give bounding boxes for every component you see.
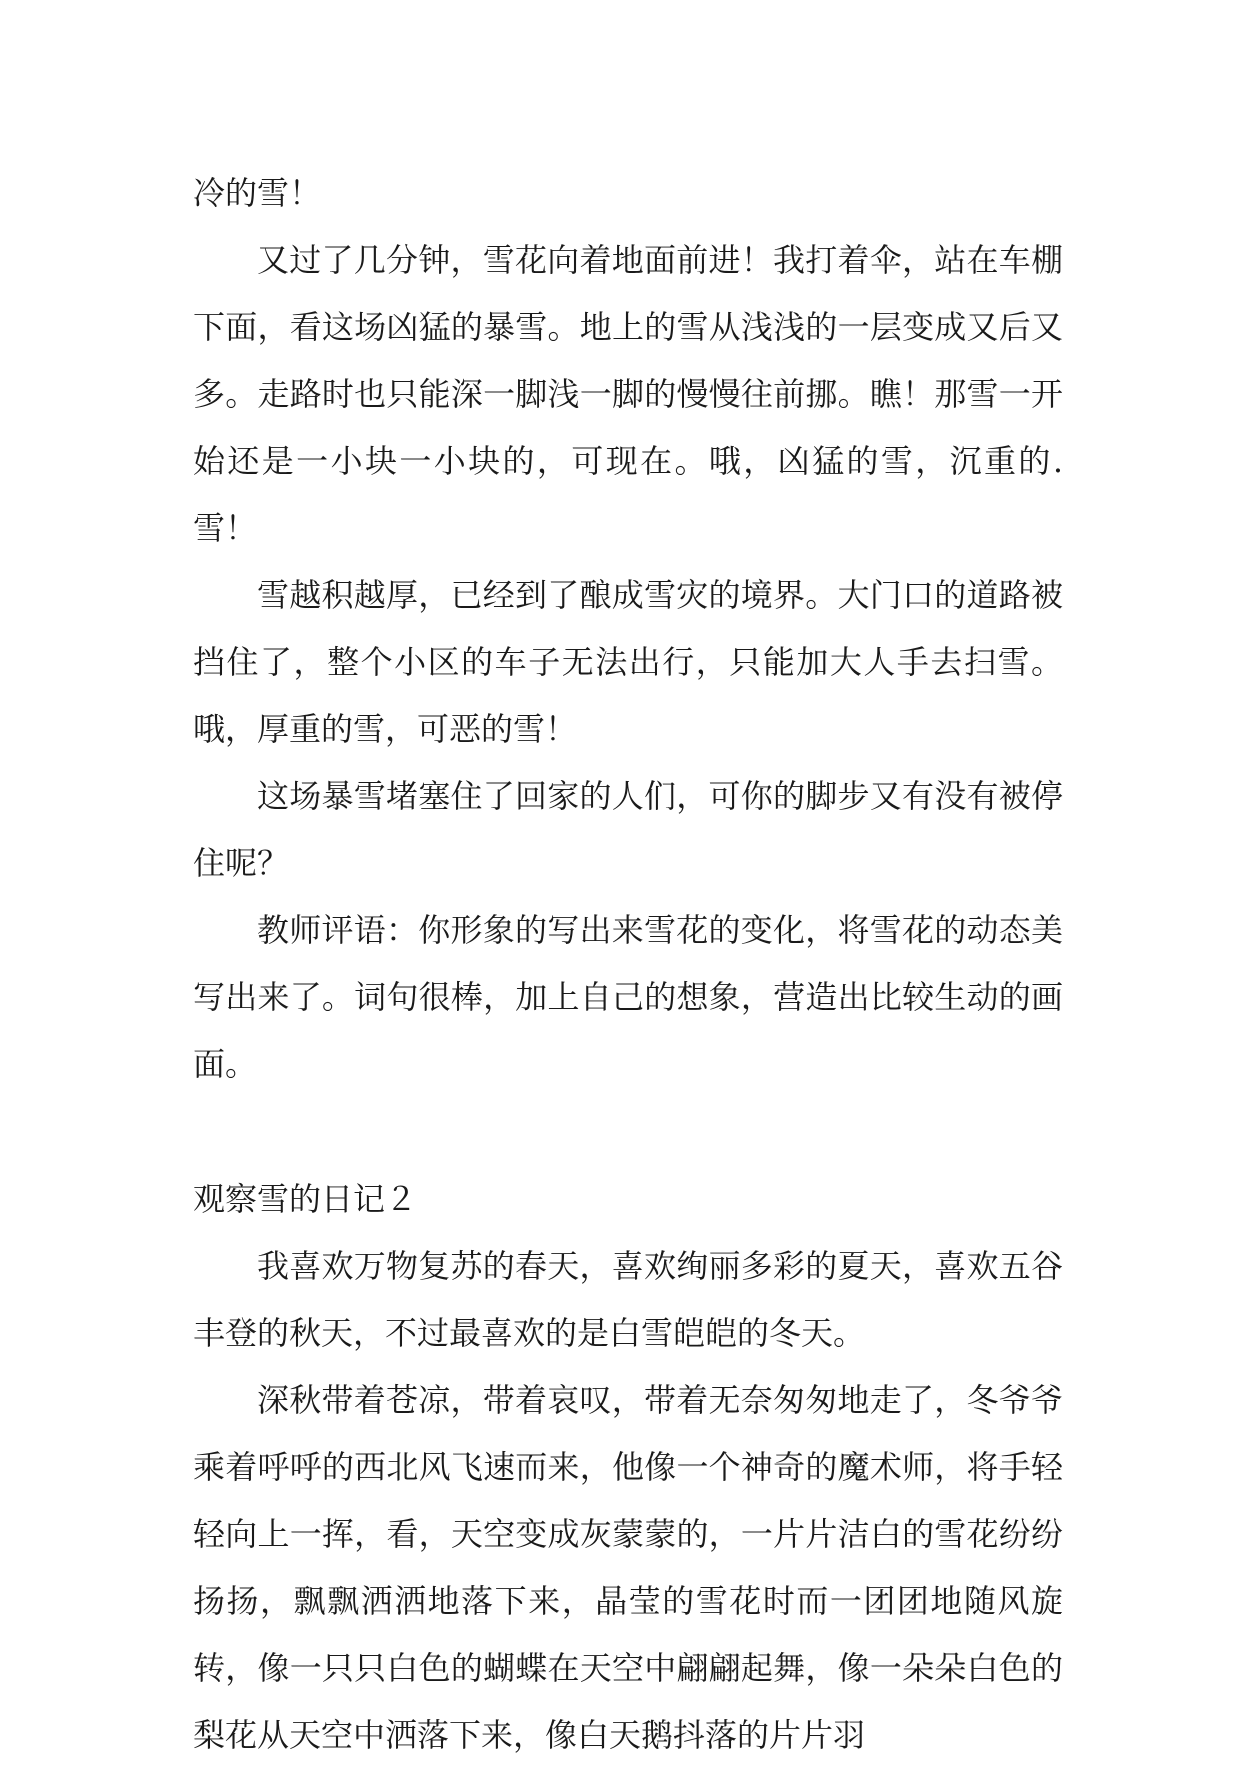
- section-title: 观察雪的日记２: [193, 1180, 418, 1218]
- paragraph: 深秋带着苍凉，带着哀叹，带着无奈匆匆地走了，冬爷爷乘着呼呼的西北风飞速而来，他像一个神奇的魔术师，将手轻轻向上一挥，看，天空变成灰蒙蒙的，一片片洁白的雪花纷纷扬扬，飘飘洒洒地落下来，晶莹的雪花时而一团团地随风旋转，像一只只白色的蝴蝶在天空中翩翩起舞，像一朵朵白色的梨花从天空中洒落下来，像白天鹅抖落的片片羽: [193, 1381, 1063, 1754]
- paragraph: 我喜欢万物复苏的春天，喜欢绚丽多彩的夏天，喜欢五谷丰登的秋天，不过最喜欢的是白雪皑皑的冬天。: [193, 1247, 1063, 1352]
- document-body: [193, 160, 1063, 1769]
- teacher-comment-paragraph: 教师评语：你形象的写出来雪花的变化，将雪花的动态美写出来了。词句很棒，加上自己的想象，营造出比较生动的画面。: [193, 911, 1063, 1083]
- paragraph: 这场暴雪堵塞住了回家的人们，可你的脚步又有没有被停住呢？: [193, 777, 1063, 882]
- paragraph-continuation: 冷的雪！: [193, 174, 322, 212]
- paragraph: 雪越积越厚，已经到了酿成雪灾的境界。大门口的道路被挡住了，整个小区的车子无法出行，只能加大人手去扫雪。哦，厚重的雪，可恶的雪！: [193, 576, 1063, 748]
- paragraph: 又过了几分钟，雪花向着地面前进！我打着伞，站在车棚下面，看这场凶猛的暴雪。地上的雪从浅浅的一层变成又后又多。走路时也只能深一脚浅一脚的慢慢往前挪。瞧！那雪一开始还是一小块一小块的，可现在。哦，凶猛的雪，沉重的.雪！: [193, 241, 1063, 547]
